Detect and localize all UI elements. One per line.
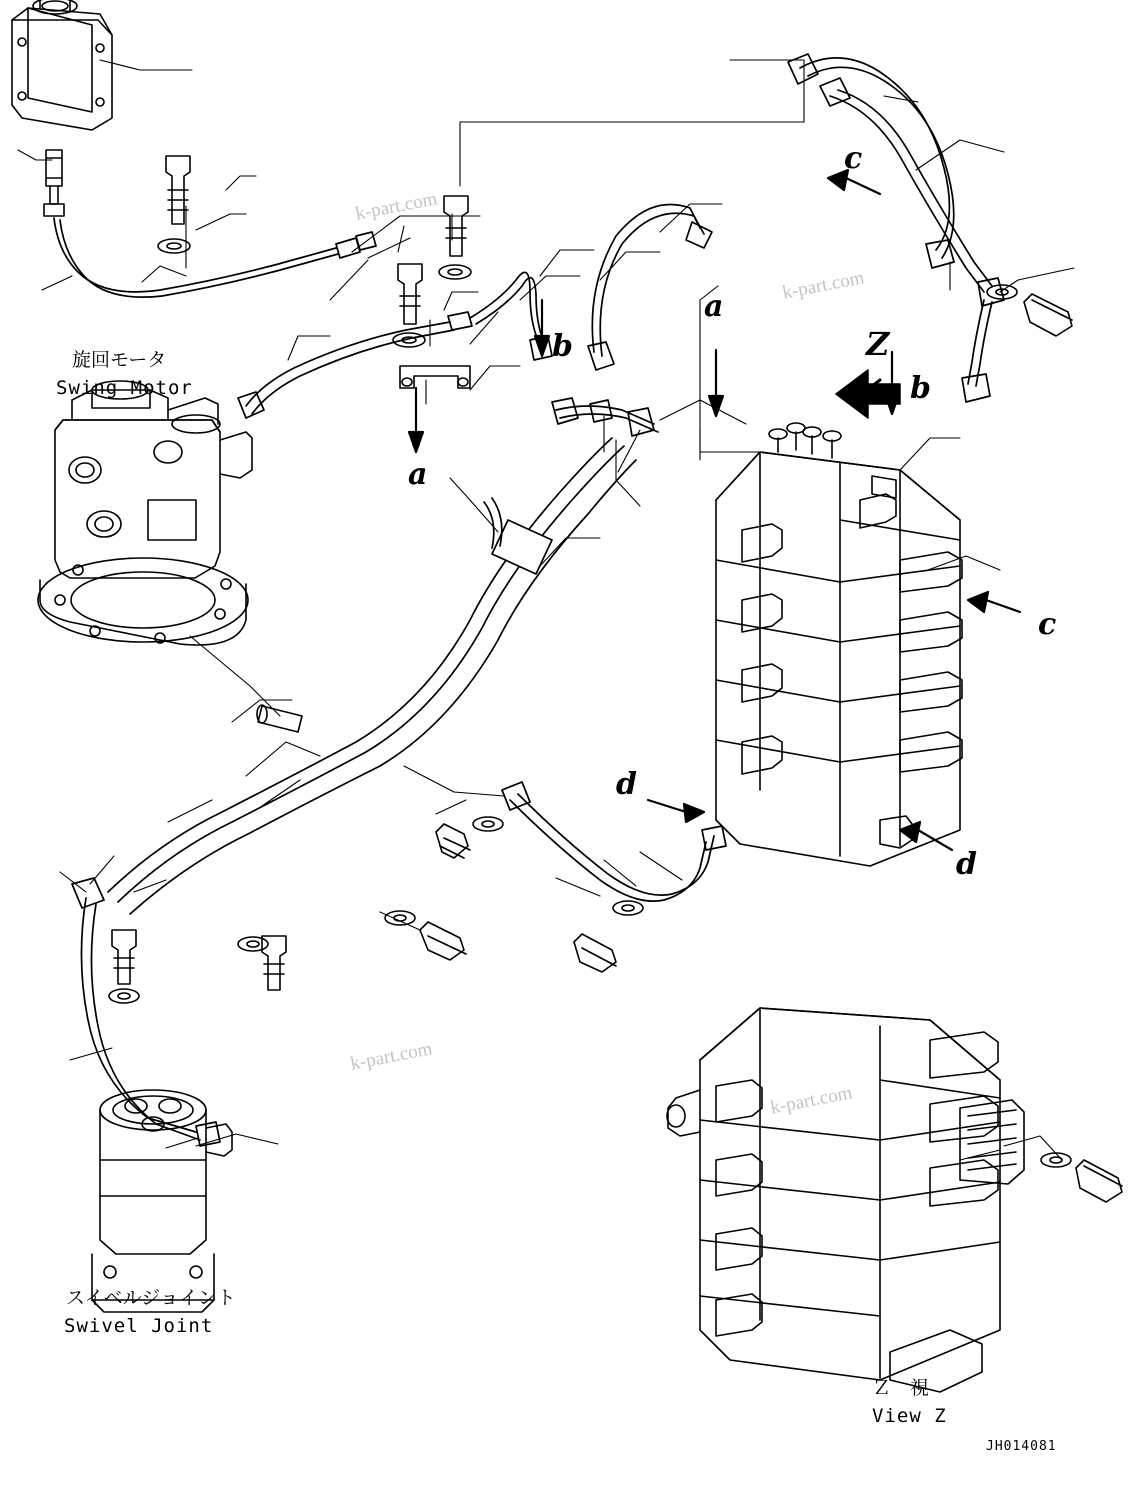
watermark-4: k-part.com <box>768 1082 854 1119</box>
view-z-valve-assembly <box>667 1008 1024 1392</box>
callout-z: Z <box>866 325 890 363</box>
watermark-2: k-part.com <box>780 267 866 304</box>
swing-motor-assembly <box>38 381 252 645</box>
callout-b-right: b <box>910 371 931 406</box>
callout-a-mid: a <box>704 289 724 324</box>
callout-c-top: c <box>844 141 863 176</box>
drawing-number: JH014081 <box>986 1439 1057 1454</box>
control-valve-assembly <box>716 423 962 866</box>
watermark-1: k-part.com <box>353 188 439 225</box>
swing-motor-label-jp: 旋回モータ <box>72 349 167 371</box>
watermark-3: k-part.com <box>348 1038 434 1075</box>
callout-a-left: a <box>408 457 428 492</box>
hardware-fasteners <box>109 156 1122 1202</box>
callout-d-right: d <box>956 847 977 882</box>
swivel-joint-label-en: Swivel Joint <box>64 1315 214 1337</box>
callout-d-left: d <box>616 767 637 802</box>
view-z-label-en: View Z <box>872 1405 947 1427</box>
view-z-label-jp: Ｚ 視 <box>872 1377 930 1399</box>
callout-c-right: c <box>1038 607 1057 642</box>
swivel-joint-label-jp: スイベルジョイント <box>66 1287 236 1309</box>
callout-b-left: b <box>552 329 573 364</box>
swing-motor-label-en: Swing Motor <box>56 377 193 399</box>
top-left-valve-block <box>12 0 112 216</box>
